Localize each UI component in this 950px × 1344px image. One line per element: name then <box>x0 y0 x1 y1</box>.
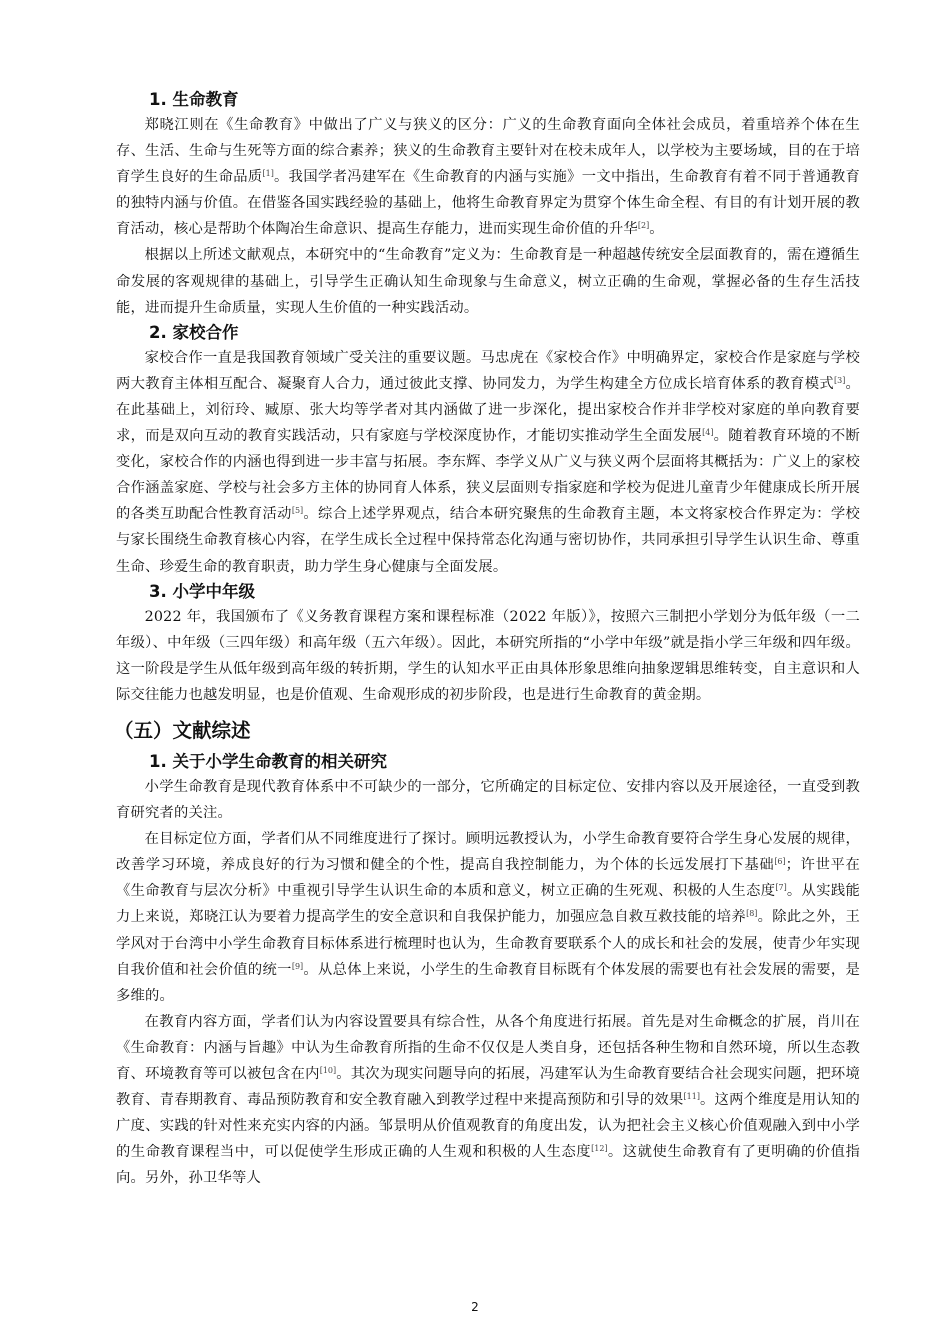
paragraph-education-content <box>116 1009 860 1192</box>
text-run: 小学生命教育是现代教育体系中不可缺少的一部分，它所确定的目标定位、安排内容以及开展途径，一直受到教育研究者的关注。 <box>116 778 860 822</box>
text-run: 在教育内容方面，学者们认为内容设置要具有综合性，从各个角度进行拓展。首先是对生命概念的扩展，肖川在《生命教育：内涵与旨趣》中认为生命教育所指的生命不仅仅是人类自身，还包括各种生物和自然环境，所以生态教育、环境教育等可以被包含在内 <box>116 1013 860 1082</box>
text-run: 。从实践能力上来说，郑晓江认为要着力提高学生的安全意识和自我保护能力，加强应急自救互救技能的培养 <box>116 883 860 926</box>
document-page <box>116 88 860 1191</box>
citation-marker: [4] <box>702 428 714 438</box>
text-run: 2022 年，我国颁布了《义务教育课程方案和课程标准（2022 年版）》，按照六三制把小学划分为低年级（一二年级）、中年级（三四年级）和高年级（五六年级）。因此，本研究所指的“小学中年级”就是指小学三年级和四年级。这一阶段是学生从低年级到高年级的转折期，学生的认知水平正由具体形象思维向抽象逻辑思维转变，自主意识和人际交往能力也越发明显，也是价值观、生命观形成的初步阶段，也是进行生命教育的黄金期。 <box>116 608 860 703</box>
text-run: 。我国学者冯建军在《生命教育的内涵与实施》一文中指出，生命教育有着不同于普通教育的独特内涵与价值。在借鉴各国实践经验的基础上，他将生命教育界定为贯穿个体生命全程、有目的有计划开展的教育活动，核心是帮助个体陶冶生命意识、提高生存能力，进而实现生命价值的升华 <box>116 169 860 238</box>
text-run: 。这两个维度是用认知的广度、实践的针对性来充实内容的内涵。邹景明从价值观教育的角度出发，认为把社会主义核心价值观融入到中小学的生命教育课程当中，可以促使学生形成正确的人生观和积极的人生态度 <box>116 1092 861 1161</box>
paragraph-life-education-definitions <box>116 112 860 242</box>
text-run: ；许世平在《生命教育与层次分析》中重视引导学生认识生命的本质和意义，树立正确的生死观、积极的人生态度 <box>116 857 860 900</box>
paragraph-life-education-summary <box>116 242 860 320</box>
heading-primary-life-education-research: 1. 关于小学生命教育的相关研究 <box>149 751 387 771</box>
text-run: 。随着教育环境的不断变化，家校合作的内涵也得到进一步丰富与拓展。李东辉、李学义从广义与狭义两个层面将其概括为：广义上的家校合作涵盖家庭、学校与社会多方主体的协同育人体系，狭义层面则专指家庭和学校为促进儿童青少年健康成长所开展的各类互助配合性教育活动 <box>116 428 860 523</box>
text-run: 。从总体上来说，小学生的生命教育目标既有个体发展的需要也有社会发展的需要，是多维的。 <box>116 961 860 1004</box>
citation-marker: [3] <box>834 375 846 385</box>
page-number: 2 <box>471 1300 479 1314</box>
paragraph-home-school-cooperation <box>116 345 860 580</box>
paragraph-goal-positioning <box>116 826 860 1009</box>
citation-marker: [7] <box>775 883 787 893</box>
citation-marker: [12] <box>591 1144 608 1154</box>
paragraph-middle-grades <box>116 604 860 708</box>
citation-marker: [5] <box>291 506 304 516</box>
text-run: 根据以上所述文献观点，本研究中的“生命教育”定义为：生命教育是一种超越传统安全层面教育的，需在遵循生命发展的客观规律的基础上，引导学生正确认知生命现象与生命意义，树立正确的生命观，掌握必备的生存生活技能，进而提升生命质量，实现人生价值的一种实践活动。 <box>116 247 860 316</box>
text-run: 在目标定位方面，学者们从不同维度进行了探讨。顾明远教授认为，小学生命教育要符合学生身心发展的规律，改善学习环境，养成良好的行为习惯和健全的个性，提高自我控制能力，为个体的长远发展打下基础 <box>116 831 860 874</box>
heading-home-school-cooperation: 2. 家校合作 <box>149 322 239 342</box>
text-run: 。在此基础上，刘衍玲、臧原、张大均等学者对其内涵做了进一步深化，提出家校合作并非学校对家庭的单向教育要求，而是双向互动的教育实践活动，只有家庭与学校深度协作，才能切实推动学生全面发展 <box>116 375 860 445</box>
paragraph-research-intro <box>116 774 860 826</box>
heading-literature-review: （五）文献综述 <box>114 718 251 742</box>
citation-marker: [9] <box>291 961 304 971</box>
heading-life-education: 1. 生命教育 <box>149 90 239 109</box>
text-run: 。 <box>649 221 664 238</box>
text-run: 郑晓江则在《生命教育》中做出了广义与狭义的区分：广义的生命教育面向全体社会成员，着重培养个体在生存、生活、生命与生死等方面的综合素养；狭义的生命教育主要针对在校未成年人，以学校为主要场域，目的在于培育学生良好的生命品质 <box>116 117 860 186</box>
citation-marker: [6] <box>774 857 786 867</box>
text-run: 。除此之外，王学风对于台湾中小学生命教育目标体系进行梳理时也认为，生命教育要联系个人的成长和社会的发展，使青少年实现自我价值和社会价值的统一 <box>116 909 860 978</box>
text-run: 。综合上述学界观点，结合本研究聚焦的生命教育主题，本文将家校合作界定为：学校与家长围绕生命教育核心内容，在学生成长全过程中保持常态化沟通与密切协作，共同承担引导学生认识生命、尊重生命、珍爱生命的教育职责，助力学生身心健康与全面发展。 <box>116 506 860 575</box>
text-run: 。其次为现实问题导向的拓展，冯建军认为生命教育要结合社会现实问题，把环境教育、青春期教育、毒品预防教育和安全教育融入到教学过程中来提高预防和引导的效果 <box>116 1066 860 1109</box>
text-run: 。这就使生命教育有了更明确的价值指向。另外，孙卫华等人 <box>116 1144 860 1187</box>
citation-marker: [11] <box>683 1092 700 1102</box>
citation-marker: [2] <box>637 221 650 231</box>
citation-marker: [10] <box>319 1066 337 1075</box>
text-run: 家校合作一直是我国教育领域广受关注的重要议题。马忠虎在《家校合作》中明确界定，家校合作是家庭与学校两大教育主体相互配合、凝聚育人合力，通过彼此支撑、协同发力，为学生构建全方位成长培育体系的教育模式 <box>116 349 860 392</box>
heading-middle-grades: 3. 小学中年级 <box>149 581 255 601</box>
citation-marker: [8] <box>746 909 758 919</box>
citation-marker: [1] <box>262 169 274 179</box>
